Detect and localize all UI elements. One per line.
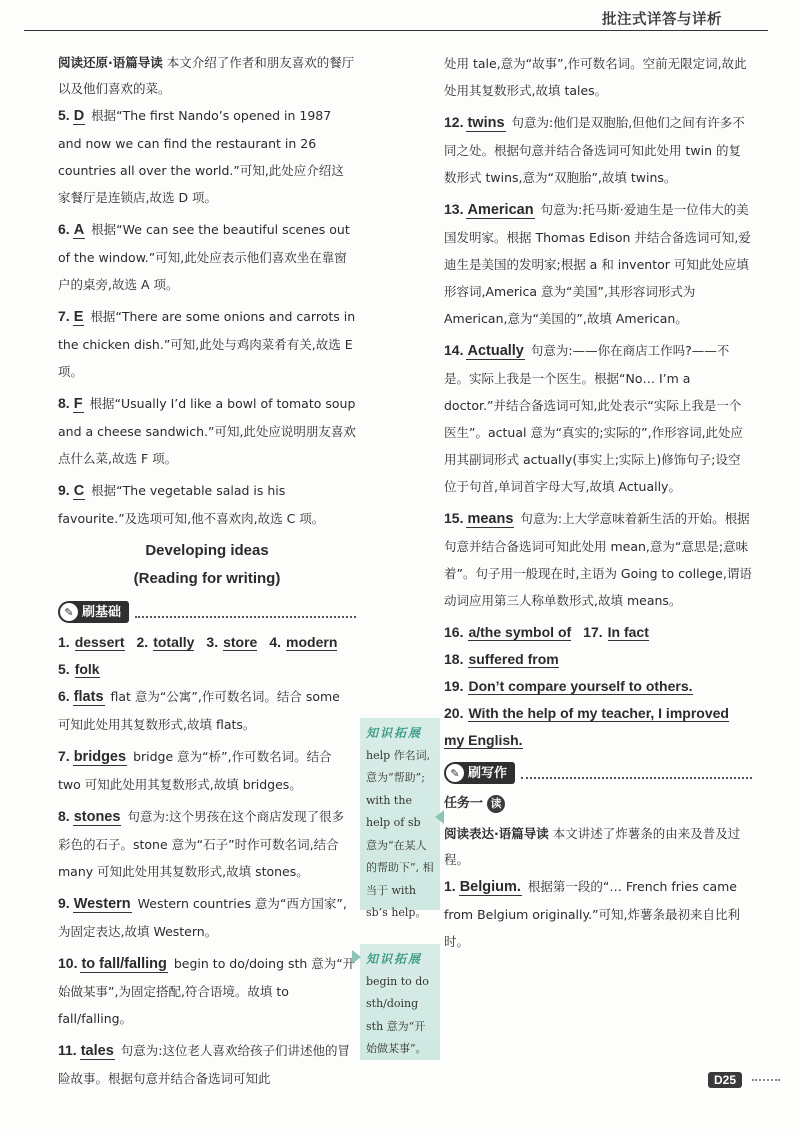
item-answer: Belgium. (459, 879, 521, 895)
dotted-divider (135, 606, 356, 618)
item-number: 3. (206, 634, 219, 650)
sidebar-text: help 作名词, 意为“帮助”; with the help of sb 意为“在某人的帮助下”, 相当于 with sb’s help。 (366, 748, 434, 919)
item-answer: to fall/falling (81, 956, 167, 972)
item-number: 8. (58, 808, 70, 824)
sidebar-title: 知识拓展 (366, 726, 423, 740)
item-number: 11. (58, 1042, 77, 1058)
item-number: 19. (444, 678, 464, 694)
header-divider (24, 30, 768, 31)
answer-item (58, 890, 356, 945)
answer-19 (444, 673, 752, 700)
item-answer: means (467, 511, 514, 527)
section-title: Developing ideas (145, 542, 269, 559)
answer-item (58, 216, 356, 298)
item-answer: flats (73, 689, 104, 705)
item-number: 7. (58, 308, 70, 324)
answer-item (58, 803, 356, 885)
item-number: 5. (58, 661, 70, 677)
item-answer: totally (153, 634, 195, 650)
item-answer: stones (73, 809, 121, 825)
guide-label: 阅读表达·语篇导读 (444, 826, 549, 841)
item-number: 6. (58, 221, 70, 237)
item-answer: Actually (467, 343, 524, 359)
item-number: 4. (269, 634, 282, 650)
item-number: 20. (444, 705, 464, 721)
item-answer: dessert (74, 634, 125, 650)
knowledge-sidebar-begin (360, 944, 440, 1060)
guide-text: 本文讲述了炸薯条的由来及普及过程。 (444, 826, 741, 867)
section-subtitle: (Reading for writing) (133, 570, 281, 587)
pen-icon: ✎ (446, 764, 464, 782)
item-number: 1. (58, 634, 70, 650)
answer-item (444, 337, 752, 500)
item-explanation: 句意为:——你在商店工作吗?——不是。实际上我是一个医生。根据“No… I’m a doctor.”并结合备选词可知,此处表示“实际上我是一个医生”。actual 意为“真实的;实际的”,作形容词,此处应用其副词形式 actually(事实上;实际上)修饰句子;设空位于句首,单词首字母大写,故填 Actually。 (444, 343, 744, 494)
page-number-dots (752, 1079, 780, 1081)
item-number: 15. (444, 510, 464, 526)
item-explanation: 根据“The vegetable salad is his favourite.”及选项可知,他不喜欢肉,故选 C 项。 (58, 483, 325, 526)
continued-text: 处用 tale,意为“故事”,作可数名词。空前无限定词,故此处用其复数形式,故填 tales。 (444, 56, 747, 98)
answers-1-4 (58, 629, 356, 656)
answer-item (58, 743, 356, 798)
item-number: 17. (583, 624, 603, 640)
right-reading-guide (444, 821, 752, 873)
item-number: 13. (444, 201, 464, 217)
item-number: 9. (58, 482, 70, 498)
item-answer: folk (74, 661, 100, 677)
item-number: 10. (58, 955, 78, 971)
knowledge-sidebar-help (360, 718, 440, 919)
answer-item (58, 303, 356, 385)
basic-section-bar (58, 601, 356, 623)
answer-item (444, 873, 752, 955)
item-explanation: 句意为:托马斯·爱迪生是一位伟大的美国发明家。根据 Thomas Edison 并结合备选词可知,爱迪生是美国的发明家;根据 a 和 inventor 可知此处应填形容词,America 意为“美国”,其形容词形式为 American,意为“美国的”,故填 American。 (444, 202, 751, 326)
item-explanation: 句意为:上大学意味着新生活的开始。根据句意并结合备选词可知此处用 mean,意为“意思是;意味着”。句子用一般现在时,主语为 Going to college,谓语动词应用第三人称单数形式,故填 means。 (444, 511, 752, 608)
answer-item (58, 683, 356, 738)
item-number: 18. (444, 651, 464, 667)
item-explanation: 句意为:他们是双胞胎,但他们之间有许多不同之处。根据句意并结合备选词可知此处用 twin 的复数形式 twins,意为“双胞胎”,故填 twins。 (444, 115, 745, 185)
answer-item (444, 109, 752, 191)
item-explanation: flat 意为“公寓”,作可数名词。结合 some 可知此处用其复数形式,故填 flats。 (58, 689, 340, 732)
writing-badge (444, 762, 515, 784)
answers-16-17 (444, 619, 752, 646)
item-answer: a/the symbol of (468, 624, 572, 640)
answer-item (58, 390, 356, 472)
item-answer: suffered from (468, 651, 559, 667)
item-answer: A (73, 222, 85, 238)
item-explanation: 根据“There are some onions and carrots in the chicken dish.”可知,此处与鸡肉菜肴有关,故选 E 项。 (58, 309, 356, 379)
item-answer: bridges (73, 749, 127, 765)
page-number: D25 (708, 1072, 742, 1088)
item-answer: Western (73, 896, 131, 912)
answer-18 (444, 646, 752, 673)
item-answer: With the help of my teacher, I improved my English. (444, 705, 729, 748)
item-answer: D (73, 108, 85, 124)
writing-badge-label: 刷写作 (468, 765, 508, 781)
answer-20 (444, 700, 752, 754)
item-number: 12. (444, 114, 464, 130)
item-answer: Don’t compare yourself to others. (468, 678, 693, 694)
item-number: 2. (136, 634, 149, 650)
answer-5 (58, 656, 356, 683)
item-explanation: 句意为:这位老人喜欢给孩子们讲述他的冒险故事。根据句意并结合备选词可知此 (58, 1043, 350, 1086)
item-answer: In fact (607, 624, 649, 640)
left-reading-guide (58, 50, 356, 102)
item-number: 1. (444, 878, 456, 894)
task-one-row (444, 790, 752, 817)
item-explanation: 根据“We can see the beautiful scenes out of the window.”可知,此处应表示他们喜欢坐在靠窗户的桌旁,故选 A 项。 (58, 222, 350, 292)
answer-item (444, 196, 752, 332)
item-number: 7. (58, 748, 70, 764)
sidebar-pointer-arrow (435, 810, 444, 824)
item-answer: American (467, 202, 534, 218)
left-answers-6-11 (58, 683, 356, 1092)
task-label: 任务一 (444, 796, 484, 811)
sidebar-pointer-arrow (352, 950, 361, 964)
sidebar-text: begin to do sth/doing sth 意为“开始做某事”。 (366, 974, 429, 1055)
item-answer: tales (80, 1043, 114, 1059)
item-answer: twins (467, 115, 505, 131)
item-answer: C (73, 483, 85, 499)
item-answer: modern (286, 634, 338, 650)
page-header-title: 批注式详答与详析 (602, 12, 722, 28)
right-answers-12-15 (444, 109, 752, 614)
item-number: 14. (444, 342, 464, 358)
item-answer: E (73, 309, 84, 325)
dotted-divider (521, 767, 752, 779)
item-explanation: 句意为:这个男孩在这个商店发现了很多彩色的石子。stone 意为“石子”时作可数名词,结合 many 可知此处用其复数形式,故填 stones。 (58, 809, 345, 879)
item-explanation: 根据第一段的“… French fries came from Belgium originally.”可知,炸薯条最初来自比利时。 (444, 879, 741, 949)
answer-item (58, 102, 356, 211)
left-column (58, 50, 356, 1097)
guide-label: 阅读还原·语篇导读 (58, 55, 163, 70)
item-explanation: bridge 意为“桥”,作可数名词。结合 two 可知此处用其复数形式,故填 bridges。 (58, 749, 332, 792)
item-number: 9. (58, 895, 70, 911)
answer-item (58, 477, 356, 532)
item-answer: F (73, 396, 83, 412)
pen-icon: ✎ (60, 603, 78, 621)
item-explanation: 根据“Usually I’d like a bowl of tomato soup and a cheese sandwich.”可知,此处应说明朋友喜欢点什么菜,故选 F 项。 (58, 396, 356, 466)
basic-badge-label: 刷基础 (82, 604, 122, 620)
item-answer: store (223, 634, 258, 650)
item-explanation: 根据“The first Nando’s opened in 1987 and now we can find the restaurant in 26 countries all over the world.”可知,此处应介绍这家餐厅是连锁店,故选 D 项。 (58, 108, 344, 205)
answer-item (444, 505, 752, 614)
item-number: 5. (58, 107, 70, 123)
answer-item (58, 950, 356, 1032)
item-explanation: begin to do/doing sth 意为“开始做某事”,为固定搭配,符合语境。故填 to fall/falling。 (58, 956, 356, 1026)
writing-section-bar (444, 762, 752, 784)
left-answers-5-9 (58, 102, 356, 532)
item-explanation: Western countries 意为“西方国家”,为固定表达,故填 Western。 (58, 896, 347, 939)
sidebar-title: 知识拓展 (366, 952, 423, 966)
guide-text: 本文介绍了作者和朋友喜欢的餐厅以及他们喜欢的菜。 (58, 55, 355, 96)
basic-badge (58, 601, 129, 623)
read-icon: 读 (487, 795, 505, 813)
item-number: 8. (58, 395, 70, 411)
item-number: 16. (444, 624, 464, 640)
item-number: 6. (58, 688, 70, 704)
answer-item (58, 1037, 356, 1092)
right-column (444, 50, 752, 960)
